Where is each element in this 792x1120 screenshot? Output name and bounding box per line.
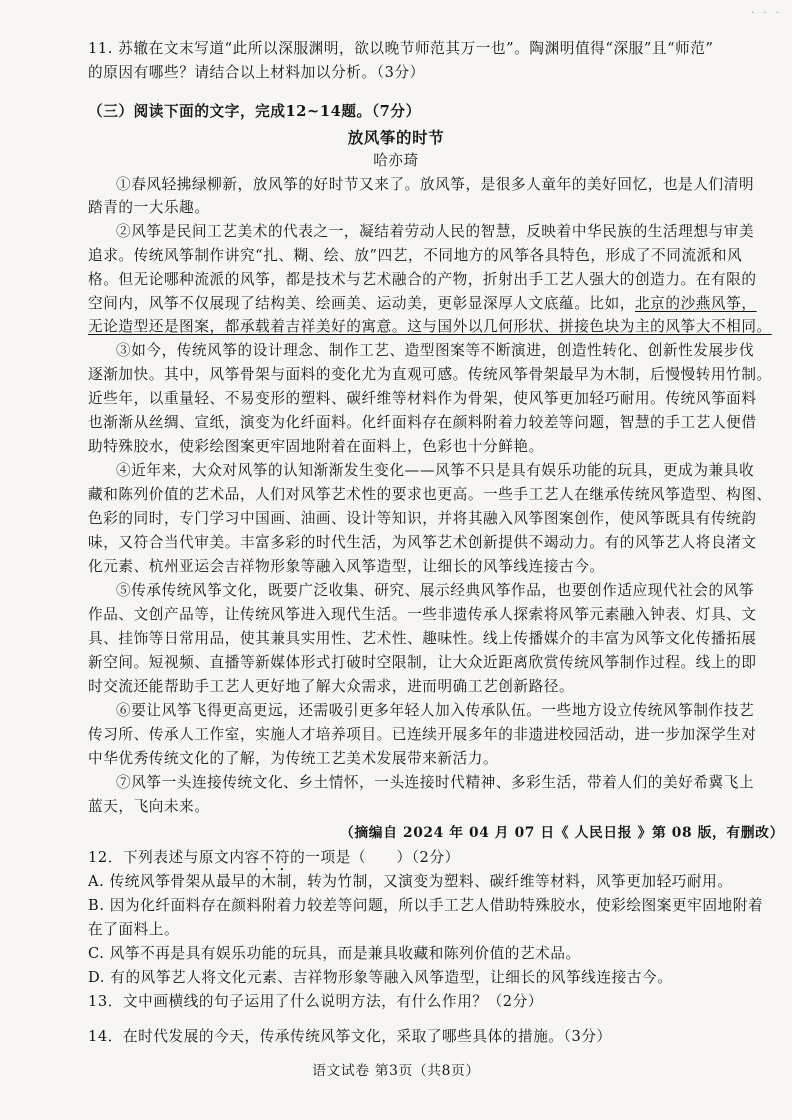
underlined-sentence-part-2: 无论造型还是图案，都承载着吉祥美好的寓意。这与国外以几何形状、拼接色块为主的风筝大不相同。 <box>88 318 772 335</box>
paragraph-4-line-5: 化元素、杭州亚运会吉祥物形象等融入风筝造型，让细长的风筝线连接古今。 <box>88 558 605 575</box>
paragraph-2-line-1: ②风筝是民间工艺美术的代表之一，凝结着劳动人民的智慧，反映着中华民族的生活理想与审美 <box>116 223 755 240</box>
q12-stem <box>88 847 460 874</box>
paragraph-6-line-1: ⑥要让风筝飞得更高更远，还需吸引更多年轻人加入传承队伍。一些地方设立传统风筝制作技艺 <box>116 702 755 719</box>
paragraph-3-line-2: 逐渐加快。其中，风筝骨架与面料的变化尤为直观可感。传统风筝骨架最早为木制，后慢慢转用竹制。 <box>88 366 772 383</box>
q12-emphasized-word: 不符 <box>259 849 291 866</box>
q12-option-d: D. 有的风筝艺人将文化元素、吉祥物形象等融入风筝造型，让细长的风筝线连接古今。 <box>88 969 673 986</box>
paragraph-3-line-1: ③如今，传统风筝的设计理念、制作工艺、造型图案等不断演进，创造性转化、创新性发展步伐 <box>116 342 755 359</box>
q13-text: 13．文中画横线的句子运用了什么说明方法，有什么作用？（2分） <box>88 993 544 1010</box>
paragraph-7-line-2: 蓝天，飞向未来。 <box>88 798 210 815</box>
paragraph-6-line-3: 中华优秀传统文化的了解，为传统工艺美术发展带来新活力。 <box>88 750 499 767</box>
paragraph-5-line-4: 新空间。短视频、直播等新媒体形式打破时空限制，让大众近距离欣赏传统风筝制作过程。线上的即 <box>88 654 757 671</box>
q12-option-b-line-2: 在了面料上。 <box>88 921 180 938</box>
paragraph-3-line-3: 近些年，以重量轻、不易变形的塑料、碳纤维等材料作为骨架，使风筝更加轻巧耐用。传统风筝面料 <box>88 390 757 407</box>
q12-stem-part-a: 12．下列表述与原文内容 <box>88 849 260 866</box>
paragraph-4-line-3: 色彩的同时，专门学习中国画、油画、设计等知识，并将其融入风筝图案创作，使风筝既具有传统韵 <box>88 510 757 527</box>
underlined-sentence-part-1: 北京的沙燕风筝， <box>634 295 757 312</box>
paragraph-2-line-4 <box>88 293 757 315</box>
paragraph-6-line-2: 传习所、传承人工作室，实施人才培养项目。已连续开展多年的非遗进校园活动，进一步加深学生对 <box>88 726 757 743</box>
q12-stem-part-b: 的一项是（ ）（2分） <box>290 849 460 866</box>
q11-line-1: 11. 苏辙在文末写道“此所以深服渊明，欲以晚节师范其万一也”。陶渊明值得“深服”且“师范” <box>88 40 714 57</box>
source-citation: （摘编自 2024 年 04 月 07 日《 人民日报 》第 08 版，有删改） <box>340 825 784 841</box>
paragraph-5-line-5: 时交流还能帮助手工艺人更好地了解大众需求，进而明确工艺创新路径。 <box>88 678 575 695</box>
corner-marks: · · · <box>751 8 782 19</box>
q11-line-2: 的原因有哪些？请结合以上材料加以分析。（3分） <box>88 64 425 81</box>
paragraph-3-line-4: 也渐渐从丝绸、宣纸，演变为化纤面料。化纤面料存在颜料附着力较差等问题，智慧的手工艺人便借 <box>88 414 757 431</box>
paragraph-3-line-5: 助特殊胶水，使彩绘图案更牢固地附着在面料上，色彩也十分鲜艳。 <box>88 438 544 455</box>
paragraph-4-line-4: 味，又符合当代审美。丰富多彩的时代生活，为风筝艺术创新提供不竭动力。有的风筝艺人将良渚文 <box>88 534 757 551</box>
paragraph-7-line-1: ⑦风筝一头连接传统文化、乡土情怀，一头连接时代精神、多彩生活，带着人们的美好希冀飞上 <box>116 774 755 791</box>
article-title: 放风筝的时节 <box>347 128 445 147</box>
paragraph-1-line-1: ①春风轻拂绿柳新，放风筝的好时节又来了。放风筝，是很多人童年的美好回忆，也是人们清明 <box>116 176 755 193</box>
page-footer: 语文试卷 第3页（共8页） <box>312 1063 480 1079</box>
q14-text: 14．在时代发展的今天，传承传统风筝文化，采取了哪些具体的措施。（3分） <box>88 1028 612 1045</box>
q12-option-c: C. 风筝不再是具有娱乐功能的玩具，而是兼具收藏和陈列价值的艺术品。 <box>88 945 581 962</box>
paragraph-2-line-4-text: 空间内，风筝不仅展现了结构美、绘画美、运动美，更彰显深厚人文底蕴。比如， <box>88 295 635 312</box>
section-3-heading: （三）阅读下面的文字，完成12~14题。（7分） <box>88 103 421 120</box>
paragraph-2-line-3: 格。但无论哪种流派的风筝，都是技术与艺术融合的产物，折射出手工艺人强大的创造力。在有限的 <box>88 271 757 288</box>
paragraph-5-line-3: 具、挂饰等日常用品，使其兼具实用性、艺术性、趣味性。线上传播媒介的丰富为风筝文化传播拓展 <box>88 630 757 647</box>
article-author: 哈亦琦 <box>373 152 419 169</box>
paragraph-2-line-2: 追求。传统风筝制作讲究“扎、糊、绘、放”四艺，不同地方的风筝各具特色，形成了不同流派和风 <box>88 247 743 264</box>
paragraph-1-line-2: 踏青的一大乐趣。 <box>88 199 210 216</box>
paragraph-4-line-2: 藏和陈列价值的艺术品，人们对风筝艺术性的要求也更高。一些手工艺人在继承传统风筝造型、构图、 <box>88 486 772 503</box>
paragraph-5-line-1: ⑤传承传统风筝文化，既要广泛收集、研究、展示经典风筝作品，也要创作适应现代社会的风筝 <box>116 582 755 599</box>
q12-option-a: A. 传统风筝骨架从最早的木制，转为竹制，又演变为塑料、碳纤维等材料，风筝更加轻巧耐用。 <box>88 873 733 890</box>
q12-option-b-line-1: B. 因为化纤面料存在颜料附着力较差等问题，所以手工艺人借助特殊胶水，使彩绘图案更牢固地附着 <box>88 897 764 914</box>
paragraph-4-line-1: ④近年来，大众对风筝的认知渐渐发生变化——风筝不只是具有娱乐功能的玩具，更成为兼具收 <box>116 462 755 479</box>
paragraph-5-line-2: 作品、文创产品等，让传统风筝进入现代生活。一些非遗传承人探索将风筝元素融入钟表、灯具、文 <box>88 606 757 623</box>
